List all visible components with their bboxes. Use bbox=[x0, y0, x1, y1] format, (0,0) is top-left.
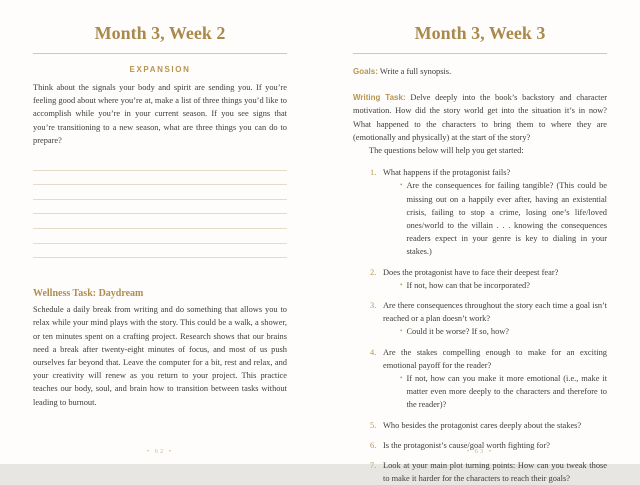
writing-line bbox=[33, 156, 287, 171]
writing-line bbox=[33, 171, 287, 186]
question-bullet bbox=[400, 372, 607, 412]
question-bullet bbox=[400, 279, 607, 292]
question-item bbox=[370, 419, 607, 432]
bullet-text: If not, how can you make it more emotional (i.e., make it matter even more deeply to the characters and therefore to the reader)? bbox=[406, 374, 607, 410]
page-number-left: • 62 • bbox=[146, 448, 174, 455]
page-title-right: Month 3, Week 3 bbox=[414, 23, 546, 43]
question-number: 1. bbox=[370, 168, 377, 178]
writing-task-paragraph bbox=[353, 91, 607, 144]
question-text: Look at your main plot turning points: How can you tweak those to make it harder for the characters to reach their goals? bbox=[383, 461, 607, 484]
bullet-icon: • bbox=[400, 327, 403, 336]
writing-task-text: Delve deeply into the book’s backstory and character motivation. How did the story world get into the situation it’s in now? What happened to the characters to bring them to where they are (emotionally and physically) at the start of the story? bbox=[353, 93, 608, 142]
intro-paragraph: Think about the signals your body and spirit are sending you. If you’re feeling good about where you’re at, make a list of three things you’d like to accomplish while you’re in your current season. If you see signs that you’re transitioning to a new season, what are three things you can do to prepare? bbox=[33, 83, 287, 145]
question-bullet bbox=[400, 179, 607, 258]
bullet-icon: • bbox=[400, 280, 403, 289]
questions-list bbox=[353, 166, 607, 485]
question-item bbox=[370, 346, 607, 412]
question-item bbox=[370, 299, 607, 339]
bullet-icon: • bbox=[400, 181, 403, 190]
goals-label: Goals: bbox=[353, 67, 378, 76]
bullet-text: If not, how can that be incorporated? bbox=[406, 280, 530, 290]
writing-line bbox=[33, 214, 287, 229]
wellness-task-heading: Wellness Task: Daydream bbox=[33, 288, 144, 300]
bullet-icon: • bbox=[400, 374, 403, 383]
question-text: Does the protagonist have to face their deepest fear? bbox=[383, 267, 559, 277]
question-number: 5. bbox=[370, 420, 377, 430]
page-number-right: • 63 • bbox=[466, 448, 494, 455]
question-number: 4. bbox=[370, 347, 377, 357]
question-bullet bbox=[400, 325, 607, 338]
bullet-text: Are the consequences for failing tangible? (This could be missing out on a happily ever after, having an existential crisis, failing to stop a crime, losing one’s life/loved ones/world to the villain . . . knowing the consequences readers expect in your genre is key to dialing in your stakes.) bbox=[406, 181, 607, 257]
title-rule-left bbox=[33, 53, 287, 54]
question-item bbox=[370, 266, 607, 292]
section-heading-expansion: EXPANSION bbox=[129, 65, 191, 74]
question-text: Who besides the protagonist cares deeply about the stakes? bbox=[383, 420, 582, 430]
writing-line bbox=[33, 244, 287, 259]
question-text: Is the protagonist’s cause/goal worth fighting for? bbox=[383, 440, 550, 450]
question-item bbox=[370, 459, 607, 485]
writing-task-label: Writing Task: bbox=[353, 93, 406, 103]
writing-line bbox=[33, 229, 287, 244]
question-number: 6. bbox=[370, 440, 377, 450]
question-text: What happens if the protagonist fails? bbox=[383, 168, 511, 178]
title-rule-right bbox=[353, 53, 607, 54]
goals-line bbox=[353, 65, 607, 78]
goals-text: Write a full synopsis. bbox=[379, 67, 452, 76]
writing-line bbox=[33, 200, 287, 215]
question-number: 3. bbox=[370, 301, 377, 311]
page-left bbox=[0, 0, 320, 464]
question-number: 7. bbox=[370, 461, 377, 471]
bullet-text: Could it be worse? If so, how? bbox=[406, 327, 510, 337]
writing-line bbox=[33, 185, 287, 200]
question-item bbox=[370, 166, 607, 258]
question-number: 2. bbox=[370, 267, 377, 277]
page-right bbox=[320, 0, 640, 484]
question-text: Are there consequences throughout the story each time a goal isn’t reached or a plan doesn’t work? bbox=[383, 301, 607, 324]
questions-intro: The questions below will help you get started: bbox=[369, 146, 524, 156]
writing-lines bbox=[33, 156, 287, 258]
wellness-paragraph: Schedule a daily break from writing and do something that allows you to relax while your mind plays with the story. This could be a walk, a shower, or ten minutes spent on a crafting project. Research shows that our brains need a break after twenty-eight minutes of focus, and most of us push ourselves far beyond that. Leave the computer for a bit, rest and relax, and your creativity will renew as you return to your project. This practice teaches our body, soul, and brain how to transition between tasks without leading to burnout. bbox=[33, 305, 287, 407]
page-title-left: Month 3, Week 2 bbox=[94, 23, 226, 43]
question-text: Are the stakes compelling enough to make for an exciting emotional payoff for the reader? bbox=[383, 347, 607, 370]
